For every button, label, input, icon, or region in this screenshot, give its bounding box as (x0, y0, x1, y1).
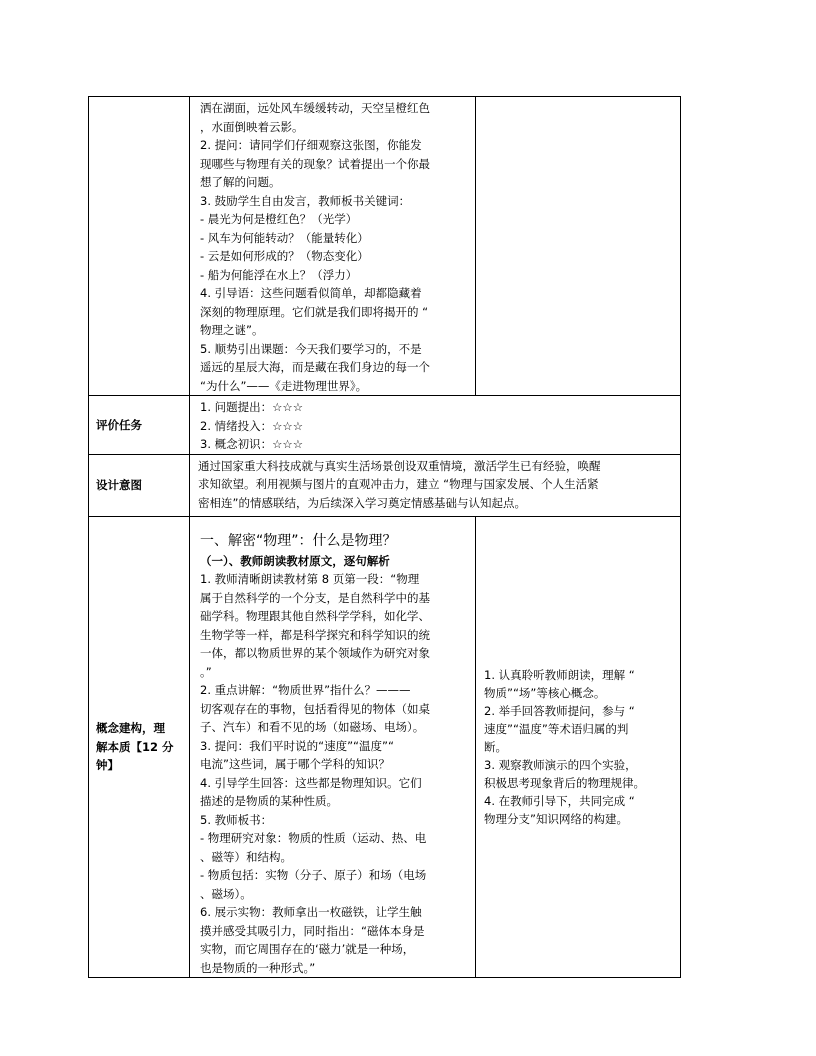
intro-line: 3. 鼓励学生自由发言，教师板书关键词： (200, 193, 411, 208)
concept-label-line: 钟】 (96, 758, 119, 773)
intro-line: 2. 提问：请同学们仔细观察这张图，你能发 (200, 138, 422, 152)
student-activity-line: 1. 认真聆听教师朗读，理解 “ (484, 668, 635, 682)
concept-line: 6. 展示实物：教师拿出一枚磁铁，让学生触 (200, 905, 422, 919)
design-content-cell (190, 454, 681, 517)
eval-content (190, 396, 680, 454)
intro-content (190, 97, 475, 395)
intro-line: 物理之谜”。 (200, 323, 264, 337)
eval-row (89, 396, 681, 455)
student-activity-line: 3. 观察教师演示的四个实验， (484, 758, 637, 772)
design-line: 求知欲望。利用视频与图片的直观冲击力，建立 “物理与国家发展、个人生活紧 (198, 477, 599, 491)
intro-line: 4. 引导语：这些问题看似简单，却都隐藏着 (200, 286, 422, 300)
student-activity-line: 物质”“场”等核心概念。 (484, 686, 606, 700)
design-line: 密相连”的情感联结，为后续深入学习奠定情感基础与认知起点。 (198, 495, 526, 510)
concept-content (190, 517, 475, 977)
concept-line: 础学科。物理跟其他自然科学学科，如化学、 (200, 609, 430, 623)
concept-line: - 物理研究对象：物质的性质（运动、热、电 (200, 831, 427, 845)
student-activity-line: 断。 (484, 740, 507, 754)
concept-line: 属于自然科学的一个分支，是自然科学中的基 (200, 590, 430, 605)
intro-line: “为什么”——《走进物理世界》。 (200, 378, 368, 393)
concept-line: 也是物质的一种形式。” (200, 960, 316, 975)
concept-line: 、磁场）。 (200, 886, 252, 901)
intro-row (89, 97, 681, 396)
concept-line: 描述的是物质的某种性质。 (200, 794, 338, 808)
intro-line: 5. 顺势引出课题：今天我们要学习的，不是 (200, 341, 422, 356)
student-activity-line: 速度”“温度”等术语归属的判 (484, 722, 629, 736)
intro-label-cell (89, 97, 190, 396)
intro-line: 洒在湖面，远处风车缓缓转动，天空呈橙红色 (200, 101, 430, 115)
intro-content-cell (190, 97, 476, 396)
student-activity-line: 4. 在教师引导下，共同完成 “ (484, 794, 635, 808)
design-line: 通过国家重大科技成就与真实生活场景创设双重情境，激活学生已有经验，唤醒 (198, 458, 601, 473)
intro-line: 遥远的星辰大海，而是藏在我们身边的每一个 (200, 360, 430, 374)
concept-row (89, 517, 681, 978)
intro-line: 现哪些与物理有关的现象？试着提出一个你最 (200, 156, 430, 171)
intro-line: - 晨光为何是橙红色？（光学） (200, 212, 358, 226)
concept-line: 4. 引导学生回答：这些都是物理知识。它们 (200, 775, 422, 790)
eval-label: 评价任务 (89, 396, 190, 455)
concept-line: 2. 重点讲解：“物质世界”指什么？——— (200, 683, 411, 697)
concept-line: 摸并感受其吸引力，同时指出：“磁体本身是 (200, 923, 425, 938)
student-activity-line: 2. 举手回答教师提问，参与 “ (484, 704, 635, 718)
intro-line: 深刻的物理原理。它们就是我们即将揭开的 “ (200, 304, 429, 319)
student-activity-line: 物理分支”知识网络的构建。 (484, 812, 628, 826)
concept-label (89, 517, 190, 978)
concept-line: 切客观存在的事物，包括看得见的物体（如桌 (200, 701, 430, 716)
intro-line: ，水面倒映着云影。 (200, 119, 304, 134)
concept-line: 实物，而它周围存在的‘磁力’就是一种场， (200, 942, 415, 956)
intro-line: - 船为何能浮在水上？（浮力） (200, 267, 358, 282)
intro-line: - 风车为何能转动？（能量转化） (200, 230, 369, 245)
concept-content-cell (190, 517, 476, 978)
intro-line: 想了解的问题。 (200, 175, 281, 189)
concept-line: 、磁等）和结构。 (200, 849, 292, 864)
section-subtitle: （一）、教师朗读教材原文，逐句解析 (200, 554, 390, 568)
eval-content-cell (190, 396, 681, 455)
intro-student-cell (476, 97, 681, 396)
eval-line: 3. 概念初识：☆☆☆ (200, 437, 304, 451)
concept-line: 5. 教师板书： (200, 812, 273, 827)
concept-label-line: 解本质【12 分 (96, 739, 174, 754)
design-content (190, 455, 680, 517)
concept-line: 。” (200, 664, 212, 679)
design-label: 设计意图 (89, 454, 190, 517)
design-row (89, 454, 681, 517)
concept-line: 一体，都以物质世界的某个领域作为研究对象 (200, 646, 430, 660)
concept-label-line: 概念建构，理 (96, 721, 165, 736)
lesson-plan-table (88, 96, 681, 978)
concept-line: 生物学等一样，都是科学探究和科学知识的统 (200, 627, 430, 642)
concept-line: 电流”这些词，属于哪个学科的知识？ (200, 757, 390, 771)
concept-line: 1. 教师清晰朗读教材第 8 页第一段：“物理 (200, 572, 420, 586)
concept-line: 3. 提问：我们平时说的“速度”“温度”“ (200, 738, 394, 753)
concept-line: 子、汽车）和看不见的场（如磁场、电场）。 (200, 720, 425, 734)
student-activities (484, 666, 672, 828)
eval-line: 1. 问题提出：☆☆☆ (200, 400, 304, 414)
eval-line: 2. 情绪投入：☆☆☆ (200, 418, 304, 433)
concept-line: - 物质包括：实物（分子、原子）和场（电场 (200, 868, 427, 882)
intro-line: - 云是如何形成的？（物态变化） (200, 249, 369, 263)
student-activity-line: 积极思考现象背后的物理规律。 (484, 776, 645, 790)
section-title: 一、解密“物理”：什么是物理？ (200, 533, 397, 549)
concept-student-cell (476, 517, 681, 978)
